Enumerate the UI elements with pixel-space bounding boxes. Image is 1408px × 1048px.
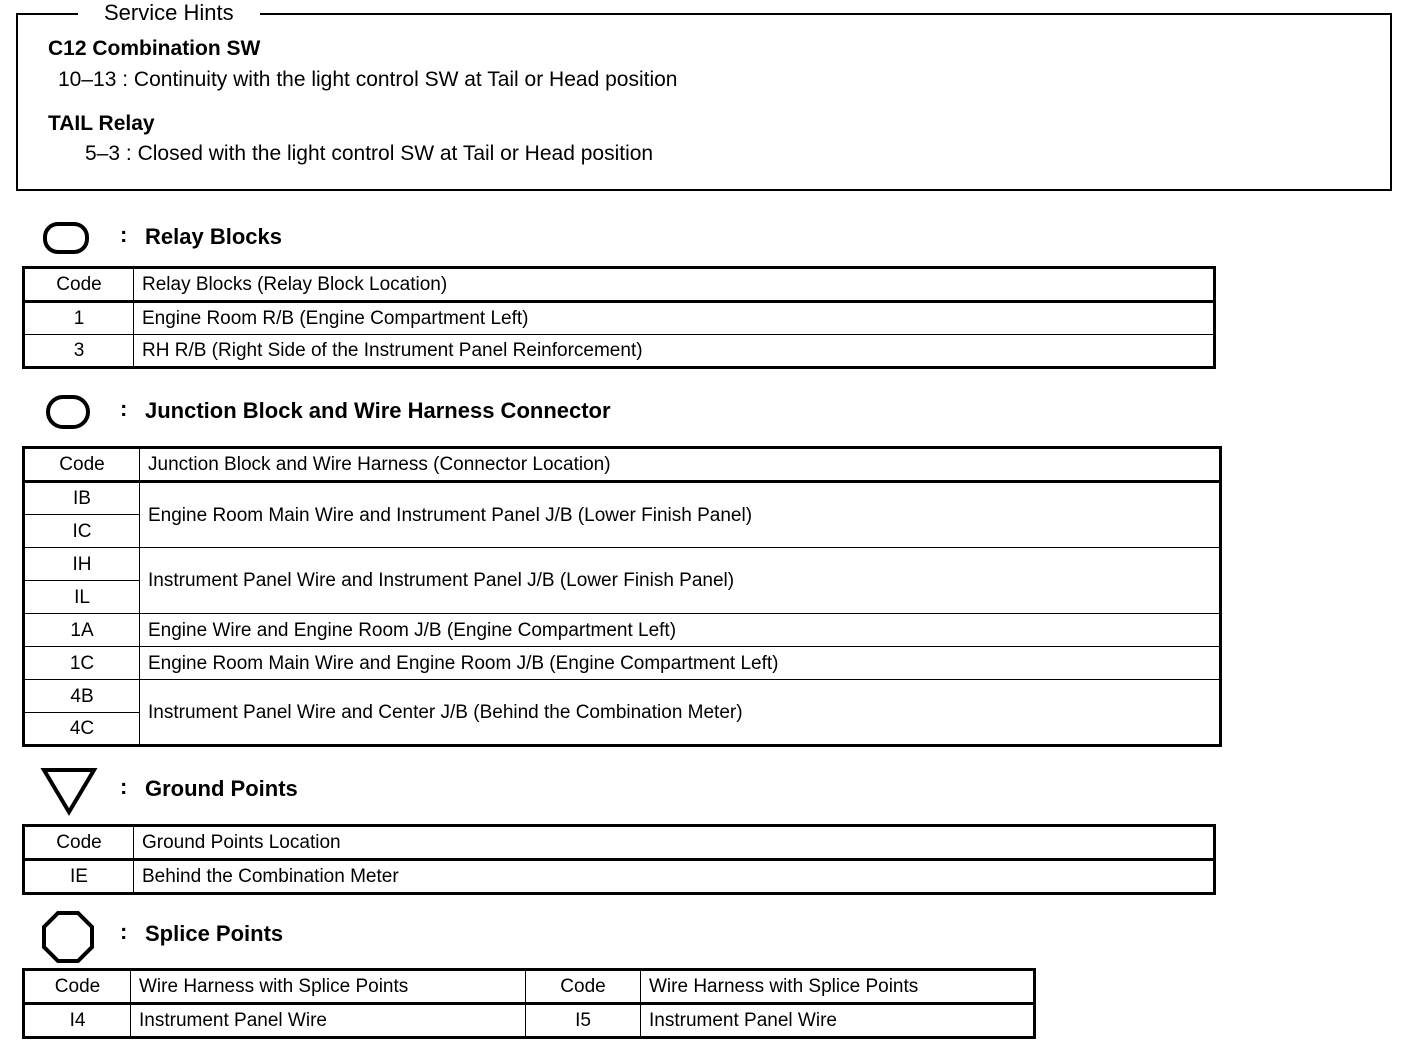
table-row xyxy=(24,302,1215,335)
header-desc: Relay Blocks (Relay Block Location) xyxy=(134,268,1215,302)
row-code: IE xyxy=(24,860,134,894)
splice-points-table xyxy=(22,968,1036,1039)
row-desc: Instrument Panel Wire xyxy=(641,1004,1035,1038)
hint-heading-combination-sw: C12 Combination SW xyxy=(48,37,261,60)
row-desc: Instrument Panel Wire and Center J/B (Behind the Combination Meter) xyxy=(140,680,1221,746)
row-code: 1 xyxy=(24,302,134,335)
row-code: IC xyxy=(24,515,140,548)
table-row xyxy=(24,335,1215,368)
table-row xyxy=(24,860,1215,894)
oval-icon xyxy=(44,392,94,432)
table-header-row xyxy=(24,268,1215,302)
table-row xyxy=(24,647,1221,680)
row-desc: Engine Room Main Wire and Engine Room J/B (Engine Compartment Left) xyxy=(140,647,1221,680)
section-colon: : xyxy=(120,396,128,421)
header-code: Code xyxy=(24,268,134,302)
relay-blocks-title: Relay Blocks xyxy=(145,224,282,249)
header-desc: Junction Block and Wire Harness (Connector Location) xyxy=(140,448,1221,482)
hint-line xyxy=(58,67,677,93)
table-row xyxy=(24,482,1221,515)
table-row xyxy=(24,614,1221,647)
octagon-icon xyxy=(40,910,96,964)
section-colon: : xyxy=(120,919,128,944)
hint-text: Closed with the light control SW at Tail or Head position xyxy=(137,142,654,165)
row-desc: Behind the Combination Meter xyxy=(134,860,1215,894)
header-desc: Wire Harness with Splice Points xyxy=(641,970,1035,1004)
hint-separator: : xyxy=(125,142,138,165)
row-code: 1C xyxy=(24,647,140,680)
ground-points-title: Ground Points xyxy=(145,776,298,801)
hint-pins: 10–13 xyxy=(58,68,117,91)
row-desc: Engine Room Main Wire and Instrument Panel J/B (Lower Finish Panel) xyxy=(140,482,1221,548)
section-colon: : xyxy=(120,222,128,247)
table-header-row xyxy=(24,448,1221,482)
hint-separator: : xyxy=(122,68,134,91)
row-desc: Engine Wire and Engine Room J/B (Engine Compartment Left) xyxy=(140,614,1221,647)
row-desc: Engine Room R/B (Engine Compartment Left) xyxy=(134,302,1215,335)
table-row xyxy=(24,680,1221,713)
header-code: Code xyxy=(24,970,131,1004)
row-code: 4C xyxy=(24,713,140,746)
row-code: I4 xyxy=(24,1004,131,1038)
rounded-rectangle-icon xyxy=(42,220,92,256)
header-code: Code xyxy=(24,826,134,860)
row-code: I5 xyxy=(526,1004,641,1038)
section-colon: : xyxy=(120,774,128,799)
hint-line xyxy=(85,141,653,167)
relay-blocks-table xyxy=(22,266,1216,369)
hint-heading-tail-relay: TAIL Relay xyxy=(48,112,155,135)
table-header-row xyxy=(24,826,1215,860)
header-desc: Wire Harness with Splice Points xyxy=(131,970,526,1004)
row-code: 3 xyxy=(24,335,134,368)
row-desc: Instrument Panel Wire and Instrument Panel J/B (Lower Finish Panel) xyxy=(140,548,1221,614)
splice-points-title: Splice Points xyxy=(145,921,284,946)
inverted-triangle-icon xyxy=(40,766,98,816)
header-desc: Ground Points Location xyxy=(134,826,1215,860)
header-code: Code xyxy=(526,970,641,1004)
table-row xyxy=(24,548,1221,581)
service-hints-title: Service Hints xyxy=(78,0,260,26)
junction-block-table xyxy=(22,446,1222,747)
row-code: IH xyxy=(24,548,140,581)
header-code: Code xyxy=(24,448,140,482)
row-code: IB xyxy=(24,482,140,515)
ground-points-table xyxy=(22,824,1216,895)
hint-pins: 5–3 xyxy=(85,142,121,165)
row-desc: Instrument Panel Wire xyxy=(131,1004,526,1038)
row-code: 4B xyxy=(24,680,140,713)
row-code: IL xyxy=(24,581,140,614)
table-header-row xyxy=(24,970,1035,1004)
row-code: 1A xyxy=(24,614,140,647)
hint-text: Continuity with the light control SW at Tail or Head position xyxy=(133,68,678,91)
row-desc: RH R/B (Right Side of the Instrument Panel Reinforcement) xyxy=(134,335,1215,368)
table-row xyxy=(24,1004,1035,1038)
junction-block-title: Junction Block and Wire Harness Connector xyxy=(145,398,611,423)
